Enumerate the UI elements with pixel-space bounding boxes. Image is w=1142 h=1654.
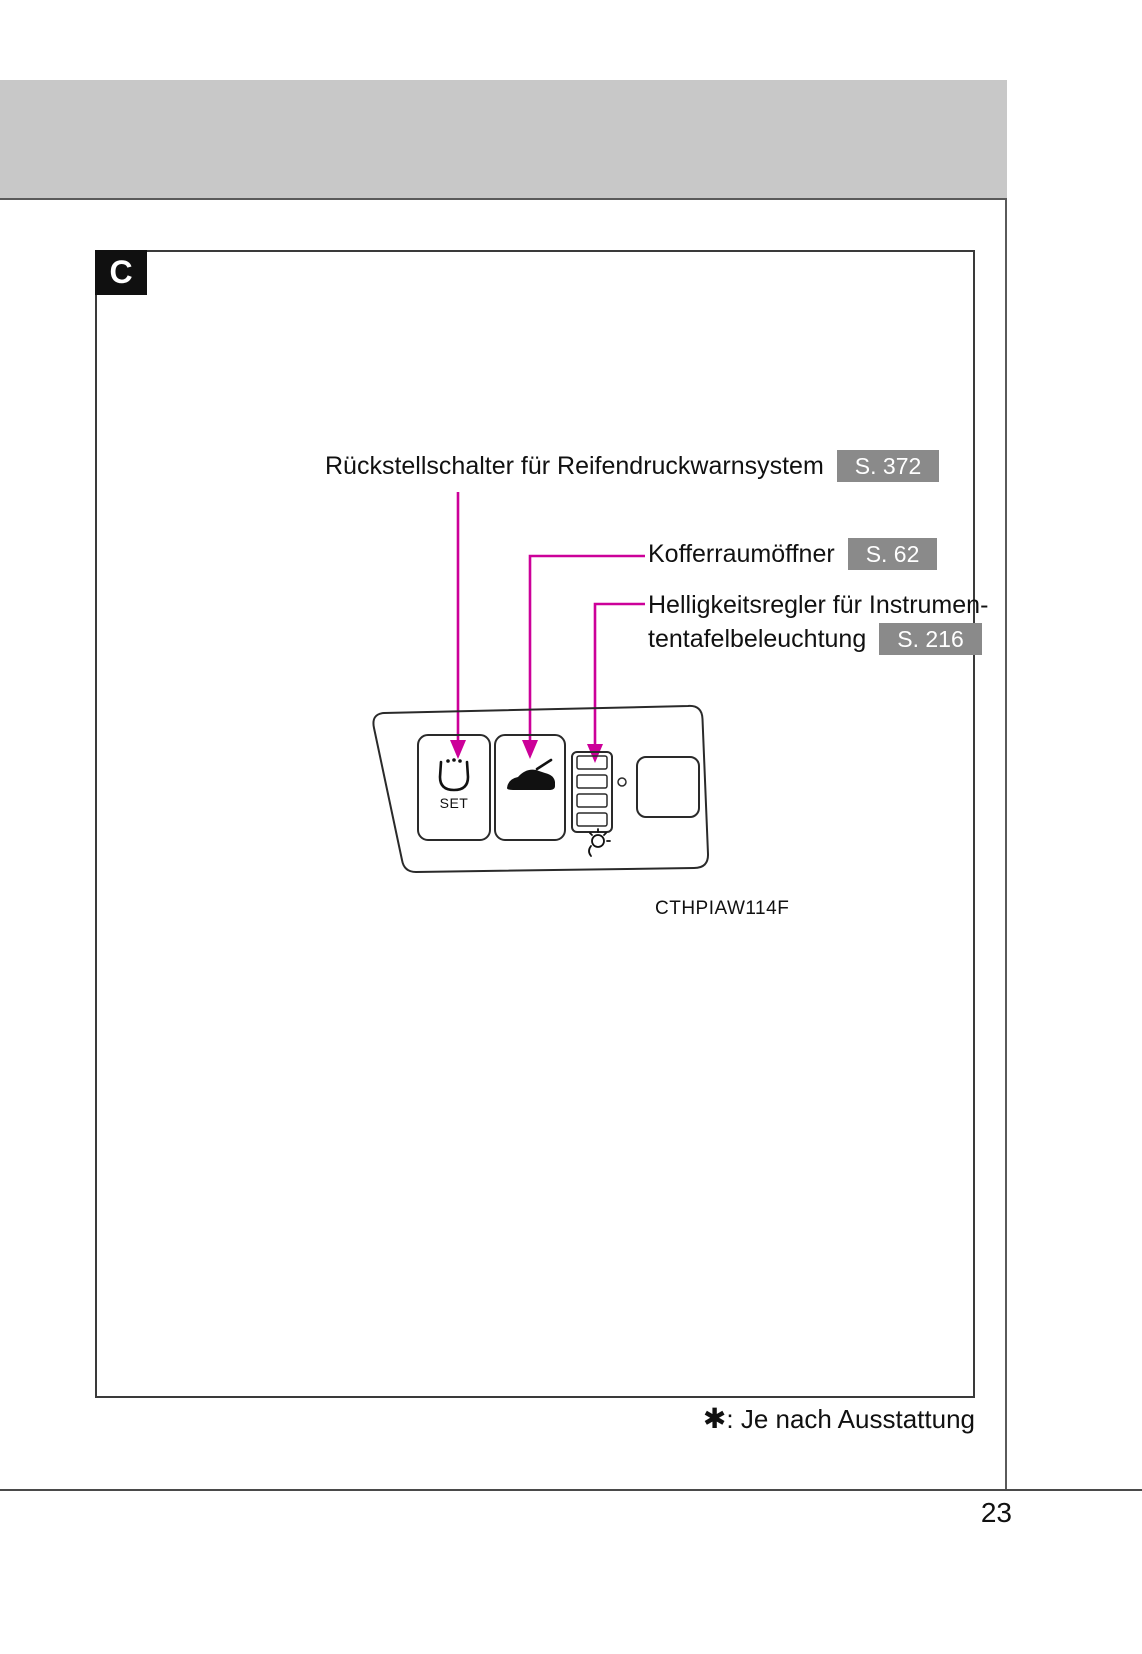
figure-caption: CTHPIAW114F [655, 898, 790, 919]
thumbwheel-ridge [577, 775, 607, 788]
callout-panel-brightness-line1: Helligkeitsregler für Instrumen- [648, 591, 989, 619]
callout-panel-brightness [648, 588, 988, 656]
tpms-warning-icon [440, 758, 468, 790]
page-ref-badge-trunk: S. 62 [848, 538, 938, 570]
callout-trunk-opener-label: Kofferraumöffner [648, 539, 835, 568]
instrument-brightness-icon [589, 829, 610, 856]
callout-tpms-reset [325, 450, 939, 482]
thumbwheel-pivot-dot [618, 778, 626, 786]
footer-rule [0, 1489, 1142, 1491]
callout-panel-brightness-line2: tentafelbeleuchtung [648, 625, 867, 653]
callout-tpms-reset-label: Rückstellschalter für Reifendruckwarnsystem [325, 451, 824, 480]
control-panel-diagram [358, 698, 730, 893]
chapter-header-band [0, 80, 1007, 200]
set-button-label: SET [439, 795, 469, 811]
page-ref-badge-tpms: S. 372 [837, 450, 940, 482]
thumbwheel-ridge [577, 794, 607, 807]
blank-switch [637, 757, 699, 817]
section-c-badge: C [95, 250, 147, 295]
brightness-thumbwheel [572, 752, 612, 832]
thumbwheel-ridge [577, 813, 607, 826]
trunk-release-icon [507, 760, 555, 790]
right-margin-rule [1005, 200, 1007, 1490]
thumbwheel-ridge [577, 756, 607, 769]
callout-trunk-opener [648, 538, 937, 570]
page-number: 23 [980, 1497, 1012, 1528]
footnote-text: : Je nach Ausstattung [726, 1404, 975, 1434]
page-ref-badge-brightness: S. 216 [879, 623, 982, 655]
asterisk-symbol: ✱ [702, 1403, 727, 1434]
footnote [703, 1402, 975, 1435]
tpms-set-button [418, 735, 490, 840]
